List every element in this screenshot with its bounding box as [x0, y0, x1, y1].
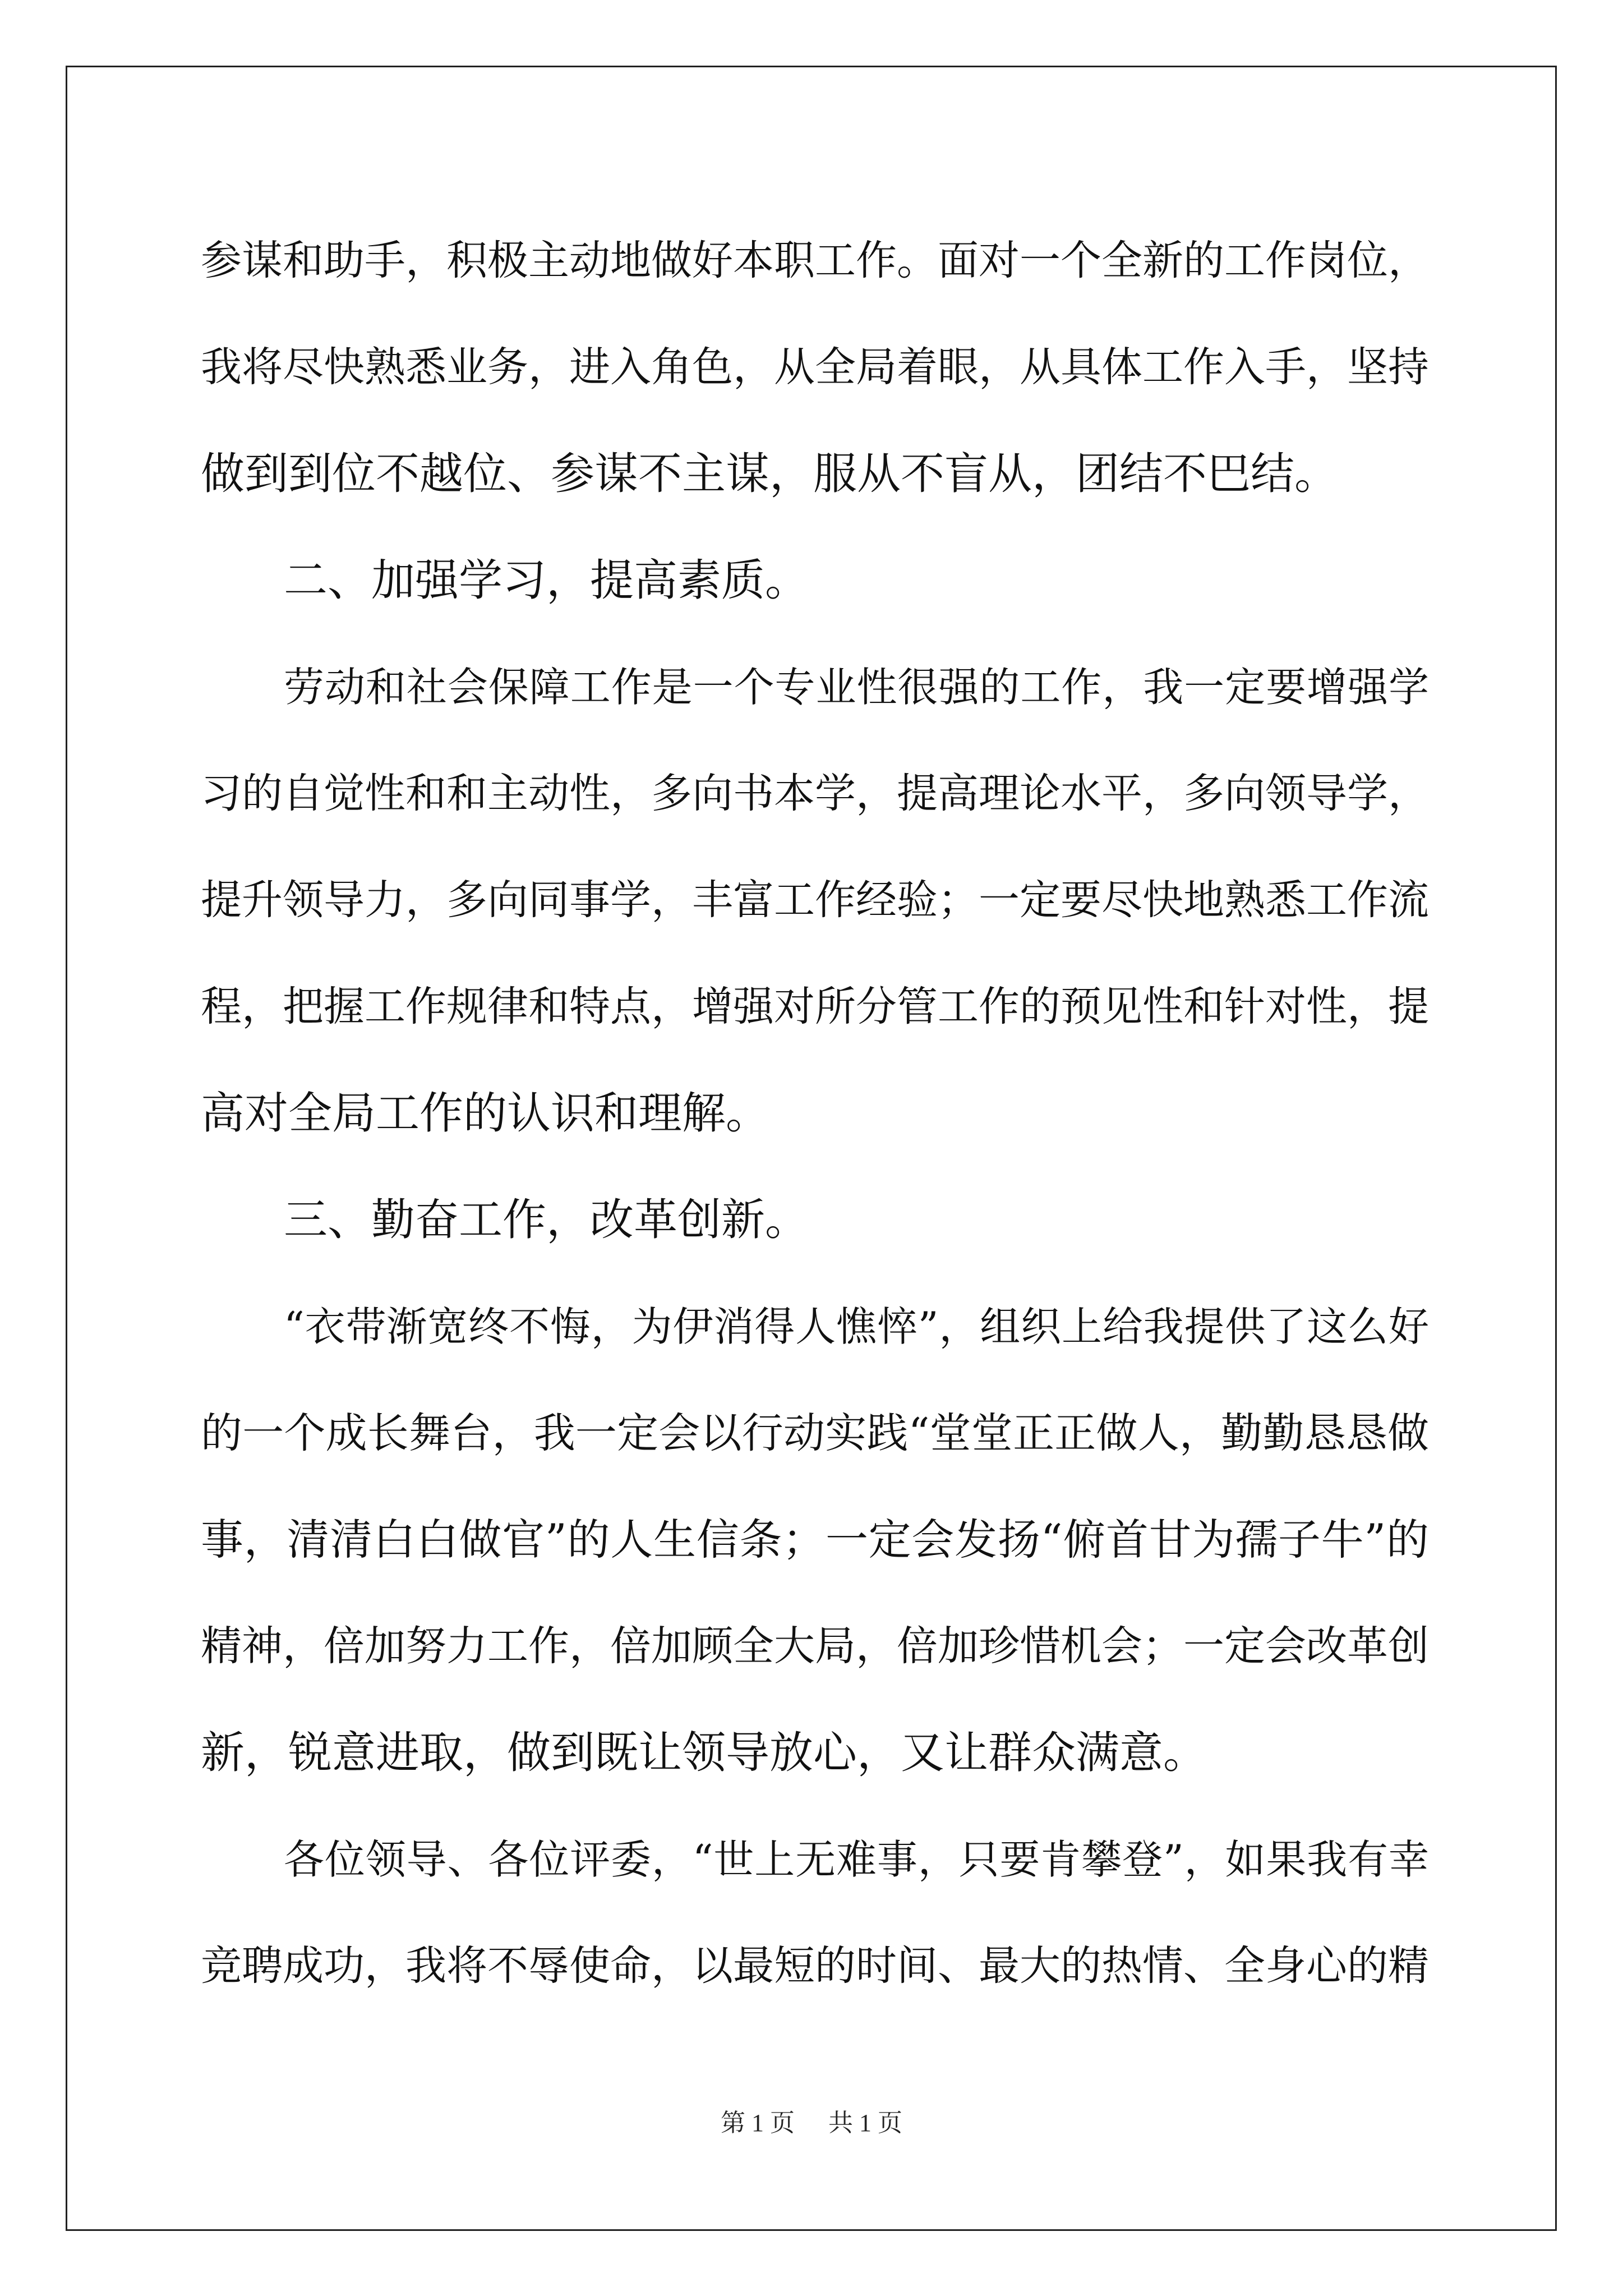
text-line: 劳动和社会保障工作是一个专业性很强的工作，我一定要增强学 [284, 664, 1429, 711]
text-line: 三、勤奋工作，改革创新。 [284, 1195, 809, 1245]
text-line: 各位领导、各位评委，“世上无难事，只要肯攀登”，如果我有幸 [284, 1836, 1429, 1883]
text-line: 做到到位不越位、参谋不主谋，服从不盲从，团结不巴结。 [201, 449, 1339, 499]
text-line: 精神，倍加努力工作，倍加顾全大局，倍加珍惜机会；一定会改革创 [201, 1622, 1429, 1670]
page-footer [0, 2106, 1623, 2140]
text-line: 参谋和助手，积极主动地做好本职工作。面对一个全新的工作岗位， [201, 237, 1429, 284]
text-line: 的一个成长舞台，我一定会以行动实践“堂堂正正做人，勤勤恳恳做 [201, 1409, 1429, 1457]
text-line: “衣带渐宽终不悔，为伊消得人憔悴”，组织上给我提供了这么好 [284, 1303, 1429, 1350]
text-line: 程，把握工作规律和特点，增强对所分管工作的预见性和针对性，提 [201, 983, 1429, 1030]
text-line: 习的自觉性和和主动性，多向书本学，提高理论水平，多向领导学， [201, 770, 1429, 817]
text-line: 提升领导力，多向同事学，丰富工作经验；一定要尽快地熟悉工作流 [201, 876, 1429, 924]
text-line: 我将尽快熟悉业务，进入角色，从全局着眼，从具体工作入手，坚持 [201, 343, 1429, 391]
document-body [201, 208, 1429, 2019]
text-line: 新，锐意进取，做到既让领导放心，又让群众满意。 [201, 1728, 1207, 1778]
text-line: 高对全局工作的认识和理解。 [201, 1088, 770, 1139]
page-total: 共 1 页 [828, 2109, 902, 2137]
text-line: 事，清清白白做官”的人生信条；一定会发扬“俯首甘为孺子牛”的 [201, 1515, 1429, 1565]
text-line: 二、加强学习，提高素质。 [284, 555, 809, 606]
page-number: 第 1 页 [721, 2109, 795, 2137]
text-line: 竞聘成功，我将不辱使命，以最短的时间、最大的热情、全身心的精 [201, 1942, 1429, 1990]
